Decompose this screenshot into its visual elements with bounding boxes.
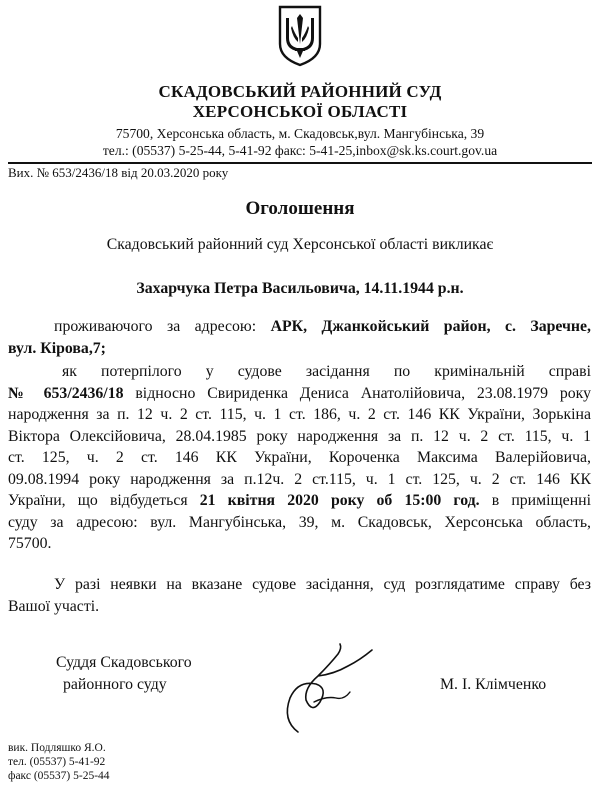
outgoing-number: Вих. № 653/2436/18 від 20.03.2020 року (8, 165, 229, 180)
hearing-datetime: 21 квітня 2020 року об 15:00 год. (199, 492, 480, 509)
case-line-4: Віктора Олексійовича, 28.04.1985 року народження за п. 12 ч. 2 ст. 115, ч. 1 (8, 427, 591, 445)
absence-paragraph (8, 574, 591, 617)
executor-phone: тел. (05537) 5-41-92 (8, 756, 106, 768)
court-name-line2: ХЕРСОНСЬКОЇ ОБЛАСТІ (192, 102, 408, 121)
judge-position-line1: Суддя Скадовського (56, 654, 192, 671)
notice-intro: Скадовський районний суд Херсонської області викликає (106, 236, 494, 253)
executor-fax: факс (05537) 5-25-44 (8, 770, 110, 782)
residence-line-2: вул. Кірова,7; (8, 339, 106, 357)
case-number: № 653/2436/18 (8, 384, 124, 402)
residence-address: АРК, Джанкойський район, с. Заречне, (270, 318, 591, 335)
residence-paragraph (8, 316, 591, 359)
absence-line-1: У разі неявки на вказане судове засідання, суд розглядатиме справу без (54, 576, 591, 593)
judge-position-line2: районного суду (63, 676, 167, 693)
judge-name: М. І. Клімченко (440, 676, 547, 693)
case-line-8: суду за адресою: вул. Мангубінська, 39, м. Скадовськ, Херсонська область, (8, 513, 591, 531)
residence-label: проживаючого за адресою: (54, 318, 271, 335)
notice-title: Оголошення (245, 198, 355, 219)
handwritten-signature (268, 640, 388, 740)
coat-of-arms-icon (276, 4, 324, 68)
absence-line-2: Вашої участі. (8, 597, 100, 615)
case-line-2 (8, 383, 591, 405)
residence-line-1 (8, 316, 591, 338)
hearing-intro: України, що відбудеться (8, 492, 200, 509)
case-line-6: 09.08.1994 року народження за п.12ч. 2 ст.115, ч. 1 ст. 125, ч. 2 ст. 146 КК (8, 470, 591, 488)
header-divider (8, 162, 592, 164)
case-line-2-text: відносно Свириденка Дениса Анатолійовича, 23.08.1979 року (123, 384, 591, 402)
case-paragraph (8, 361, 591, 555)
case-line-5: ст. 125, ч. 2 ст. 146 КК України, Короченка Максима Валерійовича, (8, 449, 591, 466)
court-contacts: тел.: (05537) 5-25-44, 5-41-92 факс: 5-41-25,inbox@sk.ks.court.gov.ua (102, 143, 498, 158)
hearing-place-intro: в приміщенні (479, 492, 591, 509)
case-line-9: 75700. (8, 535, 52, 552)
court-address: 75700, Херсонська область, м. Скадовськ,вул. Мангубінська, 39 (115, 126, 485, 141)
court-name-line1: СКАДОВСЬКИЙ РАЙОННИЙ СУД (158, 82, 442, 101)
case-line-3: народження за п. 12 ч. 2 ст. 115, ч. 1 ст. 186, ч. 2 ст. 146 КК України, Зорькіна (8, 406, 591, 423)
summoned-person: Захарчука Петра Васильовича, 14.11.1944 р.н. (136, 280, 464, 297)
case-line-1: як потерпілого у судове засідання по кримінальній справі (62, 363, 591, 380)
executor-name: вик. Подляшко Я.О. (8, 742, 106, 754)
case-line-7 (8, 490, 591, 512)
